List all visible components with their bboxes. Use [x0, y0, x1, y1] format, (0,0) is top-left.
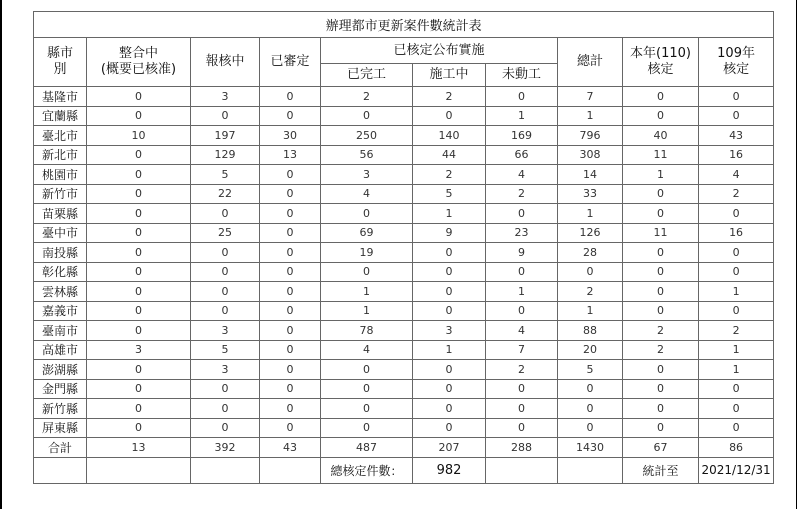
cell-prev-year: 1 [699, 282, 774, 302]
cell-reviewed: 0 [260, 301, 321, 321]
cell-completed: 1 [321, 301, 413, 321]
cell-integrating: 0 [87, 243, 191, 263]
cell-not-started: 0 [486, 418, 558, 438]
totals-total: 1430 [558, 438, 623, 458]
cell-prev-year: 4 [699, 165, 774, 185]
cell-completed: 4 [321, 340, 413, 360]
cell-reviewed: 13 [260, 145, 321, 165]
footer-empty-cell [87, 457, 191, 483]
cell-total: 28 [558, 243, 623, 263]
cell-county: 嘉義市 [34, 301, 87, 321]
cell-county: 苗栗縣 [34, 204, 87, 224]
cell-not-started: 0 [486, 87, 558, 107]
footer-empty-cell [34, 457, 87, 483]
cell-reviewed: 0 [260, 321, 321, 341]
cell-under-construction: 140 [413, 126, 486, 146]
cell-reviewed: 0 [260, 223, 321, 243]
cell-integrating: 0 [87, 379, 191, 399]
cell-not-started: 9 [486, 243, 558, 263]
cell-completed: 1 [321, 282, 413, 302]
cell-prev-year: 0 [699, 243, 774, 263]
cell-integrating: 0 [87, 106, 191, 126]
footer-empty-cell [260, 457, 321, 483]
cell-not-started: 23 [486, 223, 558, 243]
cell-integrating: 0 [87, 262, 191, 282]
totals-reporting: 392 [191, 438, 260, 458]
cell-reporting: 25 [191, 223, 260, 243]
cell-prev-year: 16 [699, 145, 774, 165]
cell-county: 新竹市 [34, 184, 87, 204]
left-window-edge [0, 0, 2, 509]
cell-county: 屏東縣 [34, 418, 87, 438]
cell-not-started: 0 [486, 301, 558, 321]
cell-completed: 0 [321, 204, 413, 224]
totals-label: 合計 [34, 438, 87, 458]
table-row [34, 126, 774, 146]
cell-county: 臺中市 [34, 223, 87, 243]
cell-this-year: 0 [623, 282, 699, 302]
cell-not-started: 66 [486, 145, 558, 165]
table-row [34, 262, 774, 282]
header-not-started: 未動工 [486, 64, 558, 87]
cell-under-construction: 9 [413, 223, 486, 243]
cell-completed: 250 [321, 126, 413, 146]
cell-reporting: 0 [191, 301, 260, 321]
cell-completed: 56 [321, 145, 413, 165]
cell-this-year: 0 [623, 243, 699, 263]
cell-not-started: 4 [486, 165, 558, 185]
cell-this-year: 2 [623, 321, 699, 341]
urban-renewal-stats-table [33, 11, 774, 484]
cell-not-started: 0 [486, 399, 558, 419]
totals-reviewed: 43 [260, 438, 321, 458]
table-row [34, 145, 774, 165]
cell-not-started: 0 [486, 204, 558, 224]
cell-under-construction: 44 [413, 145, 486, 165]
totals-integrating: 13 [87, 438, 191, 458]
cell-prev-year: 1 [699, 340, 774, 360]
table-row [34, 282, 774, 302]
cell-completed: 0 [321, 360, 413, 380]
cell-this-year: 11 [623, 223, 699, 243]
cell-county: 澎湖縣 [34, 360, 87, 380]
cell-this-year: 0 [623, 379, 699, 399]
table-row [34, 301, 774, 321]
header-total: 總計 [558, 38, 623, 87]
cell-reviewed: 0 [260, 106, 321, 126]
cell-total: 33 [558, 184, 623, 204]
cell-reviewed: 0 [260, 262, 321, 282]
cell-total: 5 [558, 360, 623, 380]
cell-reporting: 3 [191, 321, 260, 341]
cell-reviewed: 0 [260, 399, 321, 419]
cell-reporting: 197 [191, 126, 260, 146]
cell-total: 0 [558, 262, 623, 282]
cell-prev-year: 0 [699, 399, 774, 419]
cell-this-year: 0 [623, 106, 699, 126]
cell-total: 1 [558, 106, 623, 126]
footer-empty-cell [191, 457, 260, 483]
cell-reviewed: 0 [260, 282, 321, 302]
cell-reporting: 3 [191, 87, 260, 107]
header-prev-year: 109年 核定 [699, 38, 774, 87]
cell-under-construction: 0 [413, 399, 486, 419]
as-of-label: 統計至 [623, 457, 699, 483]
cell-total: 796 [558, 126, 623, 146]
footer-empty-cell [486, 457, 558, 483]
cell-this-year: 0 [623, 87, 699, 107]
totals-prev-year: 86 [699, 438, 774, 458]
cell-total: 1 [558, 204, 623, 224]
cell-reviewed: 0 [260, 204, 321, 224]
header-announced-group: 已核定公布實施 [321, 38, 558, 64]
cell-reviewed: 30 [260, 126, 321, 146]
table-row [34, 87, 774, 107]
cell-this-year: 0 [623, 204, 699, 224]
cell-this-year: 0 [623, 262, 699, 282]
cell-reviewed: 0 [260, 360, 321, 380]
cell-total: 88 [558, 321, 623, 341]
cell-this-year: 2 [623, 340, 699, 360]
cell-not-started: 4 [486, 321, 558, 341]
cell-county: 雲林縣 [34, 282, 87, 302]
cell-total: 20 [558, 340, 623, 360]
cell-completed: 78 [321, 321, 413, 341]
table-row [34, 243, 774, 263]
cell-total: 14 [558, 165, 623, 185]
cell-under-construction: 2 [413, 87, 486, 107]
cell-total: 1 [558, 301, 623, 321]
cell-under-construction: 2 [413, 165, 486, 185]
cell-reporting: 3 [191, 360, 260, 380]
cell-prev-year: 0 [699, 204, 774, 224]
right-window-edge [796, 0, 797, 509]
cell-under-construction: 0 [413, 282, 486, 302]
table-row [34, 165, 774, 185]
cell-reporting: 0 [191, 418, 260, 438]
cell-integrating: 0 [87, 321, 191, 341]
cell-county: 臺北市 [34, 126, 87, 146]
header-reporting: 報核中 [191, 38, 260, 87]
table-row [34, 321, 774, 341]
table-row [34, 399, 774, 419]
cell-prev-year: 0 [699, 262, 774, 282]
table-row [34, 379, 774, 399]
cell-not-started: 0 [486, 379, 558, 399]
cell-reviewed: 0 [260, 165, 321, 185]
cell-county: 金門縣 [34, 379, 87, 399]
table-row [34, 204, 774, 224]
table-body [34, 87, 774, 438]
totals-not-started: 288 [486, 438, 558, 458]
cell-not-started: 2 [486, 360, 558, 380]
cell-under-construction: 0 [413, 262, 486, 282]
cell-reviewed: 0 [260, 184, 321, 204]
cell-county: 基隆市 [34, 87, 87, 107]
cell-this-year: 40 [623, 126, 699, 146]
footer-empty-cell [558, 457, 623, 483]
cell-this-year: 0 [623, 399, 699, 419]
cell-this-year: 1 [623, 165, 699, 185]
cell-under-construction: 0 [413, 360, 486, 380]
cell-integrating: 0 [87, 165, 191, 185]
header-completed: 已完工 [321, 64, 413, 87]
cell-county: 宜蘭縣 [34, 106, 87, 126]
table-row [34, 340, 774, 360]
cell-reporting: 0 [191, 204, 260, 224]
cell-integrating: 0 [87, 184, 191, 204]
table-row [34, 106, 774, 126]
cell-under-construction: 1 [413, 204, 486, 224]
approved-total-label: 總核定件數： [321, 457, 413, 483]
cell-integrating: 0 [87, 204, 191, 224]
cell-not-started: 1 [486, 282, 558, 302]
cell-prev-year: 1 [699, 360, 774, 380]
cell-prev-year: 0 [699, 301, 774, 321]
cell-reviewed: 0 [260, 379, 321, 399]
totals-under-construction: 207 [413, 438, 486, 458]
cell-county: 南投縣 [34, 243, 87, 263]
table-title: 辦理都市更新案件數統計表 [34, 12, 774, 38]
cell-reporting: 0 [191, 399, 260, 419]
cell-completed: 0 [321, 399, 413, 419]
cell-under-construction: 3 [413, 321, 486, 341]
cell-completed: 0 [321, 379, 413, 399]
cell-integrating: 0 [87, 282, 191, 302]
cell-prev-year: 2 [699, 321, 774, 341]
cell-prev-year: 0 [699, 106, 774, 126]
header-reviewed: 已審定 [260, 38, 321, 87]
cell-prev-year: 16 [699, 223, 774, 243]
cell-not-started: 169 [486, 126, 558, 146]
header-under-construction: 施工中 [413, 64, 486, 87]
cell-integrating: 0 [87, 418, 191, 438]
cell-reporting: 5 [191, 165, 260, 185]
cell-completed: 2 [321, 87, 413, 107]
cell-prev-year: 0 [699, 87, 774, 107]
cell-total: 0 [558, 399, 623, 419]
cell-reporting: 0 [191, 262, 260, 282]
table-row [34, 184, 774, 204]
cell-completed: 0 [321, 418, 413, 438]
cell-under-construction: 0 [413, 243, 486, 263]
approved-total-value: 982 [413, 457, 486, 483]
cell-under-construction: 0 [413, 106, 486, 126]
cell-under-construction: 0 [413, 418, 486, 438]
cell-this-year: 11 [623, 145, 699, 165]
cell-county: 臺南市 [34, 321, 87, 341]
cell-this-year: 0 [623, 301, 699, 321]
cell-total: 0 [558, 418, 623, 438]
cell-county: 彰化縣 [34, 262, 87, 282]
table-row [34, 418, 774, 438]
cell-prev-year: 0 [699, 379, 774, 399]
cell-this-year: 0 [623, 418, 699, 438]
cell-not-started: 0 [486, 262, 558, 282]
cell-total: 308 [558, 145, 623, 165]
cell-under-construction: 0 [413, 379, 486, 399]
cell-prev-year: 2 [699, 184, 774, 204]
cell-this-year: 0 [623, 184, 699, 204]
totals-this-year: 67 [623, 438, 699, 458]
cell-completed: 0 [321, 106, 413, 126]
cell-completed: 4 [321, 184, 413, 204]
cell-county: 新竹縣 [34, 399, 87, 419]
cell-total: 2 [558, 282, 623, 302]
cell-total: 126 [558, 223, 623, 243]
cell-reviewed: 0 [260, 340, 321, 360]
as-of-date: 2021/12/31 [699, 457, 774, 483]
cell-completed: 19 [321, 243, 413, 263]
table-row [34, 360, 774, 380]
totals-row [34, 438, 774, 458]
cell-integrating: 0 [87, 223, 191, 243]
cell-county: 新北市 [34, 145, 87, 165]
cell-integrating: 0 [87, 399, 191, 419]
cell-this-year: 0 [623, 360, 699, 380]
cell-reporting: 0 [191, 106, 260, 126]
cell-county: 桃園市 [34, 165, 87, 185]
cell-reporting: 0 [191, 282, 260, 302]
cell-reporting: 5 [191, 340, 260, 360]
cell-reviewed: 0 [260, 87, 321, 107]
cell-integrating: 10 [87, 126, 191, 146]
cell-reporting: 129 [191, 145, 260, 165]
totals-completed: 487 [321, 438, 413, 458]
header-integrating: 整合中 (概要已核准) [87, 38, 191, 87]
cell-not-started: 7 [486, 340, 558, 360]
cell-not-started: 2 [486, 184, 558, 204]
cell-total: 7 [558, 87, 623, 107]
cell-completed: 69 [321, 223, 413, 243]
cell-reporting: 0 [191, 243, 260, 263]
cell-under-construction: 1 [413, 340, 486, 360]
cell-integrating: 0 [87, 301, 191, 321]
cell-integrating: 0 [87, 360, 191, 380]
header-county: 縣市 別 [34, 38, 87, 87]
table-row [34, 223, 774, 243]
cell-prev-year: 43 [699, 126, 774, 146]
cell-reporting: 0 [191, 379, 260, 399]
cell-total: 0 [558, 379, 623, 399]
cell-integrating: 0 [87, 87, 191, 107]
cell-county: 高雄市 [34, 340, 87, 360]
cell-completed: 0 [321, 262, 413, 282]
cell-integrating: 3 [87, 340, 191, 360]
cell-under-construction: 0 [413, 301, 486, 321]
cell-completed: 3 [321, 165, 413, 185]
cell-under-construction: 5 [413, 184, 486, 204]
cell-prev-year: 0 [699, 418, 774, 438]
cell-not-started: 1 [486, 106, 558, 126]
footer-row [34, 457, 774, 483]
cell-integrating: 0 [87, 145, 191, 165]
cell-reporting: 22 [191, 184, 260, 204]
cell-reviewed: 0 [260, 243, 321, 263]
header-this-year: 本年(110) 核定 [623, 38, 699, 87]
cell-reviewed: 0 [260, 418, 321, 438]
